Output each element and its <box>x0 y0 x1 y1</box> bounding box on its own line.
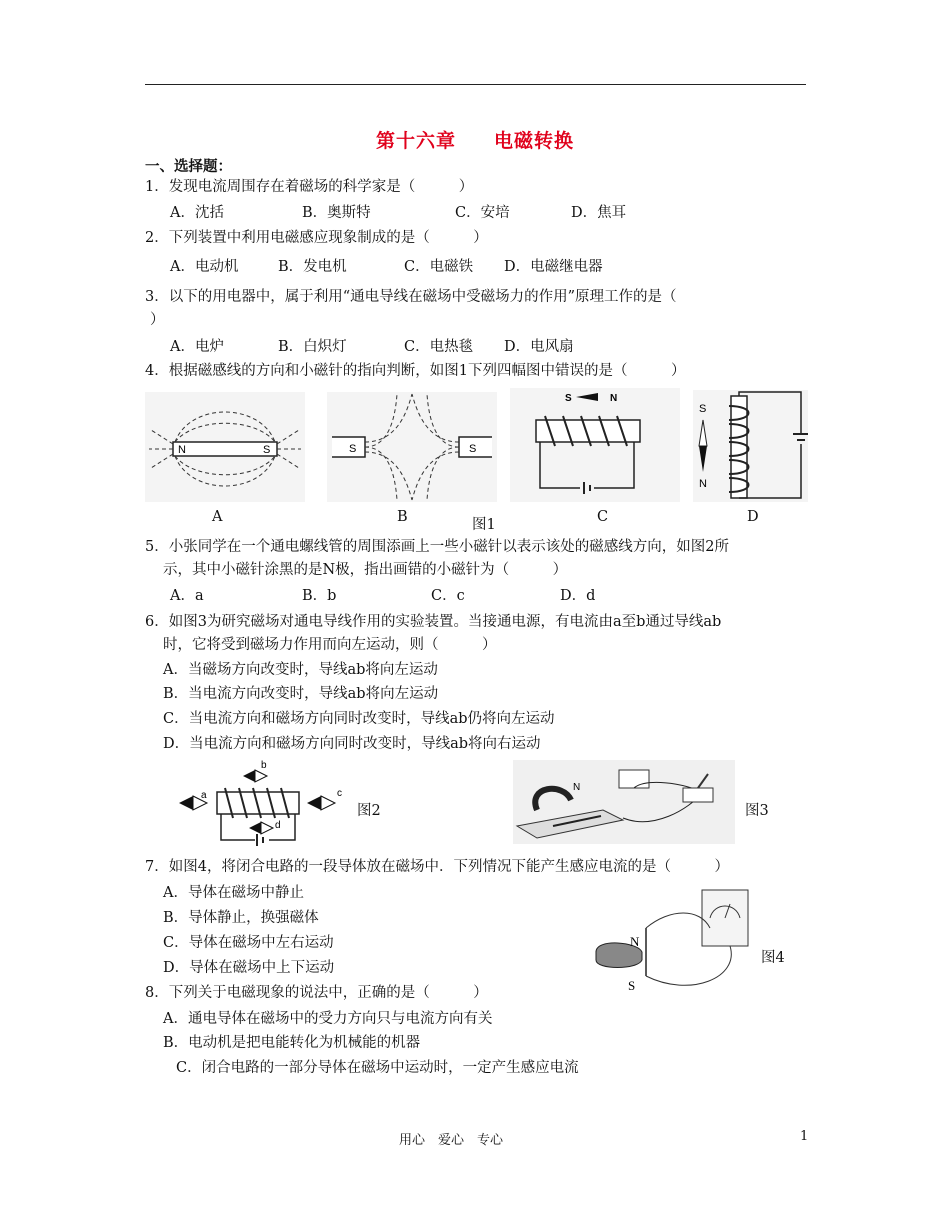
question-2-stem: 2．下列装置中利用电磁感应现象制成的是（ ） <box>145 230 488 246</box>
svg-text:S: S <box>349 443 357 455</box>
figure-1a-label: A <box>212 509 223 525</box>
q5-option-a: A．a <box>170 588 204 604</box>
fig2-label-b: b <box>261 760 267 771</box>
q2-option-c: C．电磁铁 <box>404 259 474 275</box>
q8-option-c: C．闭合电路的一部分导体在磁场中运动时，一定产生感应电流 <box>176 1060 579 1076</box>
svg-text:N: N <box>630 934 640 949</box>
svg-text:S: S <box>565 393 572 404</box>
q6-option-d: D．当电流方向和磁场方向同时改变时，导线ab将向右运动 <box>163 736 541 752</box>
fig2-label-d: d <box>275 820 281 831</box>
figure-2-caption: 图2 <box>357 803 381 819</box>
q3-option-c: C．电热毯 <box>404 339 474 355</box>
question-4-stem: 4．根据磁感线的方向和小磁针的指向判断，如图1下列四幅图中错误的是（ ） <box>145 363 686 379</box>
figure-2 <box>177 760 352 854</box>
question-6-stem-cont: 时，它将受到磁场力作用而向左运动，则（ ） <box>163 637 497 653</box>
question-5-stem-cont: 示，其中小磁针涂黑的是N极，指出画错的小磁针为（ ） <box>163 562 568 578</box>
q5-option-b: B．b <box>302 588 337 604</box>
figure-1b-label: B <box>397 509 408 525</box>
q3-option-b: B．白炽灯 <box>278 339 347 355</box>
figure-1c-label: C <box>597 509 609 525</box>
question-5-stem: 5．小张同学在一个通电螺线管的周围添画上一些小磁针以表示该处的磁感线方向，如图2所 <box>145 539 729 555</box>
fig2-label-c: c <box>337 788 342 799</box>
question-3-stem-cont: ） <box>150 312 165 328</box>
svg-text:S: S <box>699 403 707 415</box>
q7-option-a: A．导体在磁场中静止 <box>163 885 304 901</box>
svg-text:S: S <box>628 978 636 993</box>
q3-option-a: A．电炉 <box>170 339 224 355</box>
q7-option-b: B．导体静止，换强磁体 <box>163 910 319 926</box>
q7-option-d: D．导体在磁场中上下运动 <box>163 960 335 976</box>
chapter-number: 第十六章 <box>375 130 456 152</box>
q2-option-a: A．电动机 <box>170 259 239 275</box>
question-8-stem: 8．下列关于电磁现象的说法中，正确的是（ ） <box>145 985 488 1001</box>
q6-option-b: B．当电流方向改变时，导线ab将向左运动 <box>163 686 439 702</box>
question-1-stem: 1．发现电流周围存在着磁场的科学家是（ ） <box>145 179 474 195</box>
figure-4 <box>590 888 752 994</box>
q5-option-c: C．c <box>431 588 465 604</box>
figure-1b <box>327 392 497 502</box>
svg-text:N: N <box>573 782 581 793</box>
q6-option-a: A．当磁场方向改变时，导线ab将向左运动 <box>163 662 438 678</box>
chapter-name: 电磁转换 <box>494 130 575 152</box>
footer-motto: 用心 爱心 专心 <box>399 1133 504 1148</box>
q1-option-c: C．安培 <box>455 205 510 221</box>
q1-option-a: A．沈括 <box>170 205 224 221</box>
svg-text:N: N <box>178 444 186 456</box>
figure-1c <box>510 388 680 502</box>
figure-1d-label: D <box>747 509 759 525</box>
q3-option-d: D．电风扇 <box>504 339 574 355</box>
chapter-title <box>0 126 950 153</box>
svg-text:N: N <box>610 393 618 404</box>
question-7-stem: 7．如图4，将闭合电路的一段导体放在磁场中．下列情况下能产生感应电流的是（ ） <box>145 859 729 875</box>
header-rule <box>145 84 806 85</box>
q8-option-a: A．通电导体在磁场中的受力方向只与电流方向有关 <box>163 1011 493 1027</box>
question-3-stem: 3．以下的用电器中，属于利用“通电导线在磁场中受磁场力的作用”原理工作的是（ <box>145 289 677 305</box>
section-heading: 一、选择题： <box>145 158 232 175</box>
svg-text:S: S <box>469 443 477 455</box>
figure-4-caption: 图4 <box>761 950 785 966</box>
figure-3 <box>513 760 735 844</box>
q1-option-b: B．奥斯特 <box>302 205 371 221</box>
q6-option-c: C．当电流方向和磁场方向同时改变时，导线ab仍将向左运动 <box>163 711 555 727</box>
figure-1-caption: 图1 <box>472 517 496 533</box>
q2-option-b: B．发电机 <box>278 259 347 275</box>
figure-3-caption: 图3 <box>745 803 769 819</box>
svg-text:S: S <box>263 444 271 456</box>
q1-option-d: D．焦耳 <box>571 205 627 221</box>
page-number: 1 <box>800 1129 809 1144</box>
figure-1d <box>693 390 808 502</box>
q8-option-b: B．电动机是把电能转化为机械能的机器 <box>163 1035 421 1051</box>
fig2-label-a: a <box>201 790 207 801</box>
q7-option-c: C．导体在磁场中左右运动 <box>163 935 334 951</box>
svg-text:N: N <box>699 478 707 490</box>
figure-1a <box>145 392 305 502</box>
q5-option-d: D．d <box>560 588 596 604</box>
question-6-stem: 6．如图3为研究磁场对通电导线作用的实验装置。当接通电源，有电流由a至b通过导线ab <box>145 614 722 630</box>
q2-option-d: D．电磁继电器 <box>504 259 603 275</box>
